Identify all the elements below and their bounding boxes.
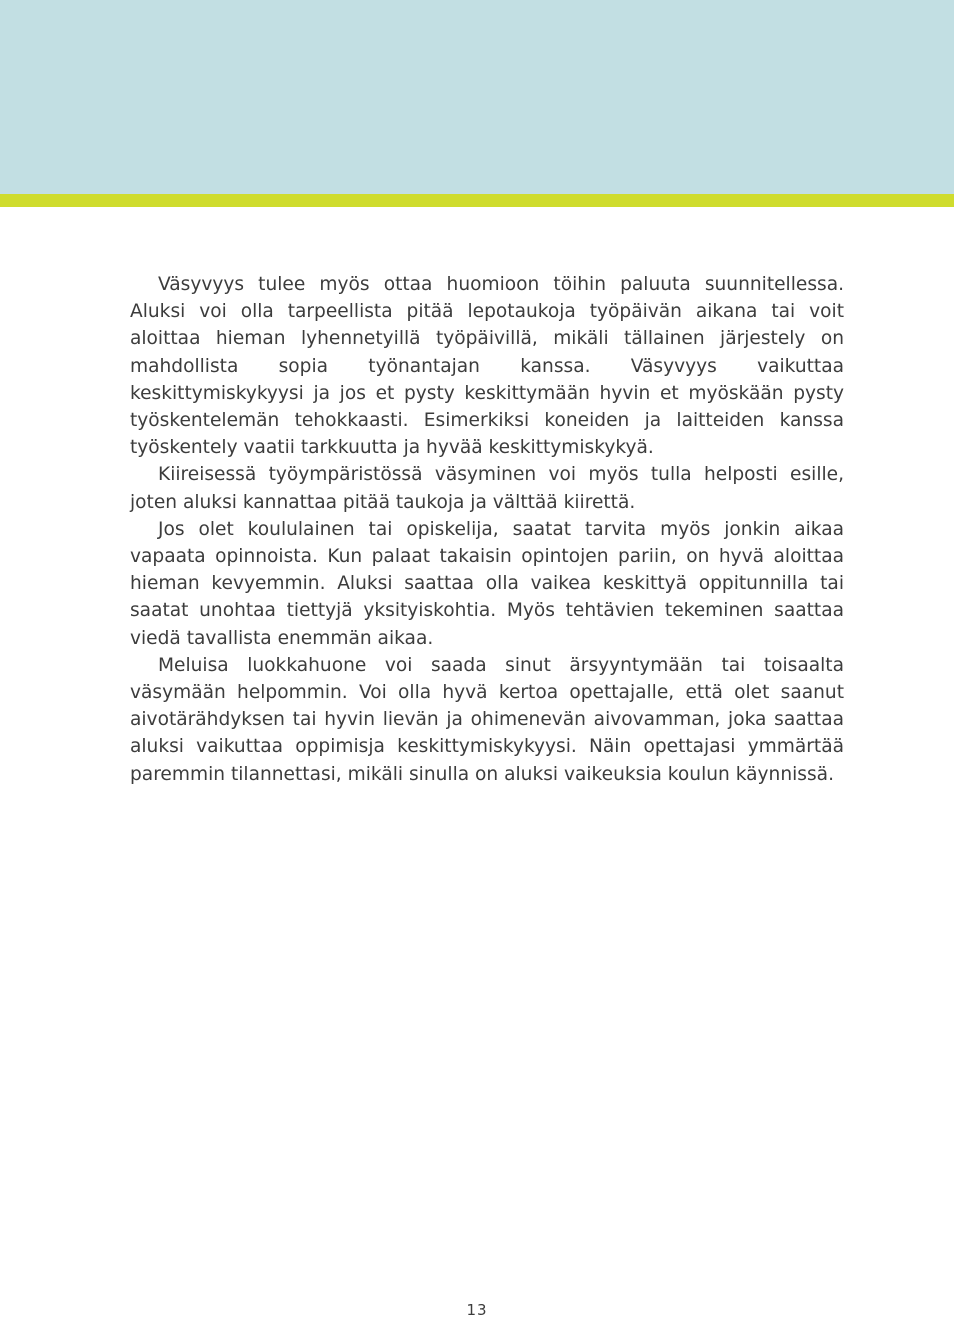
body-text — [130, 271, 844, 788]
paragraph: Kiireisessä työympäristössä väsyminen voi myös tulla helposti esille, joten aluksi kannattaa pitää taukoja ja välttää kiirettä. — [130, 464, 844, 513]
paragraph: Meluisa luokkahuone voi saada sinut ärsyyntymään tai toisaalta väsymään helpommin. Voi olla hyvä kertoa opettajalle, että olet saanut aivotärähdyksen tai hyvin lievän ja ohimenevän aivovamman, joka saattaa aluksi vaikuttaa oppimisja keskittymiskykyysi. Näin opettajasi ymmärtää paremmin tilannettasi, mikäli sinulla on aluksi vaikeuksia koulun käynnissä. — [130, 654, 844, 785]
accent-stripe — [0, 194, 954, 207]
page-number: 13 — [466, 1301, 488, 1319]
paragraph: Väsyvyys tulee myös ottaa huomioon töihin paluuta suunnitellessa. Aluksi voi olla tarpeellista pitää lepotaukoja työpäivän aikana tai voit aloittaa hieman lyhennetyillä työpäivillä, mikäli tällainen järjestely on mahdollista sopia työnantajan kanssa. Väsyvyys vaikuttaa keskittymiskykyysi ja jos et pysty keskittymään hyvin et myöskään pysty työskentelemän tehokkaasti. Esimerkiksi koneiden ja laitteiden kanssa työskentely vaatii tarkkuutta ja hyvää keskittymiskykyä. — [130, 274, 844, 459]
header-band — [0, 0, 954, 194]
paragraph: Jos olet koululainen tai opiskelija, saatat tarvita myös jonkin aikaa vapaata opinnoista. Kun palaat takaisin opintojen pariin, on hyvä aloittaa hieman kevyemmin. Aluksi saattaa olla vaikea keskittyä oppitunnilla tai saatat unohtaa tiettyjä yksityiskohtia. Myös tehtävien tekeminen saattaa viedä tavallista enemmän aikaa. — [130, 518, 844, 649]
